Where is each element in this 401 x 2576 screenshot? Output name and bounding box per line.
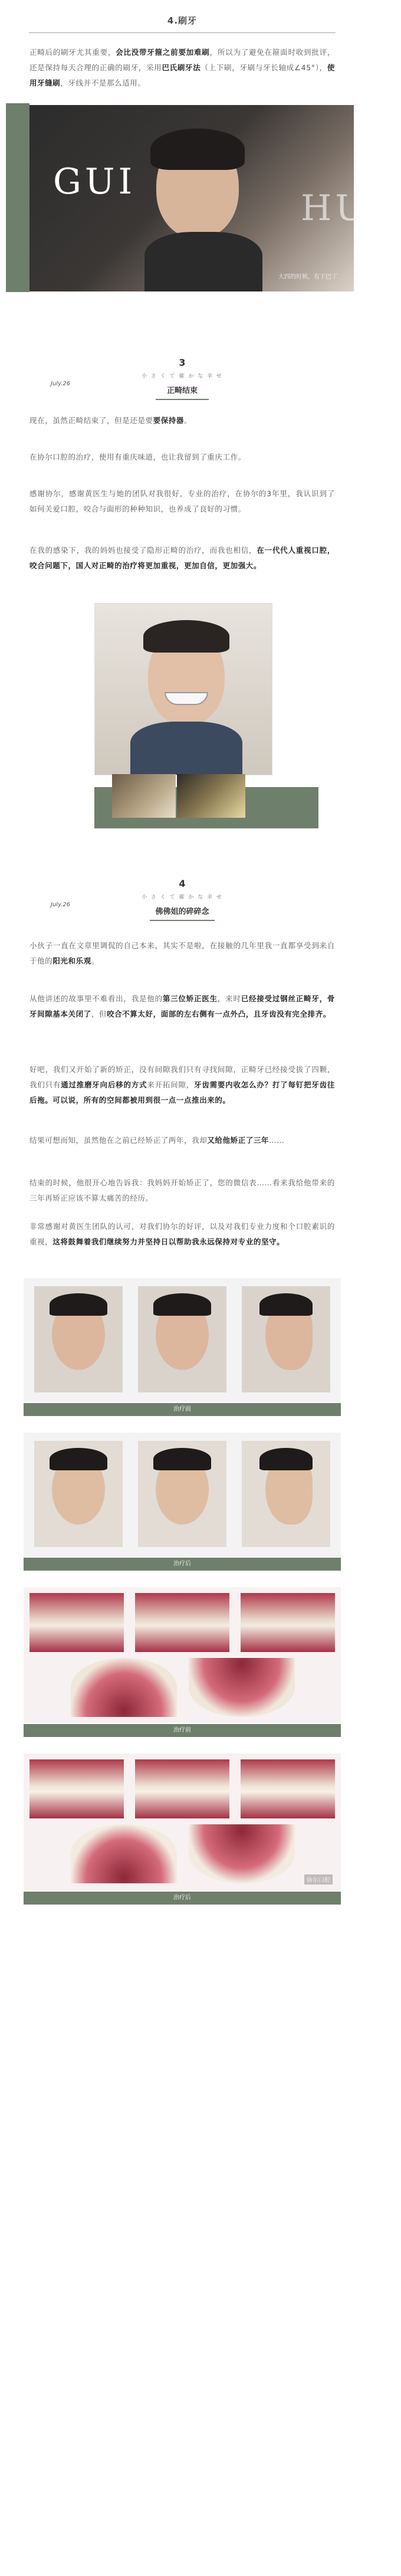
body-text: ，牙线并不是那么适用。: [60, 78, 146, 87]
body-text: ，所以为了避免在箍面时收到批评，还是保持每天合理的正确的刷牙，采用: [29, 48, 335, 72]
face-smile-post: [138, 1441, 226, 1547]
teeth-lower-arch: [189, 1658, 295, 1717]
portrait-photo: [29, 105, 401, 291]
caption-pre-face: 治疗前: [24, 1403, 341, 1416]
para-retainer: [29, 413, 335, 428]
section-number: 3: [179, 357, 186, 368]
body-text: 正畸后的刷牙尤其重要，: [29, 48, 116, 57]
heading-underline: [150, 920, 215, 921]
teeth-photos-pre: [24, 1587, 341, 1723]
body-text: 来开拓间隙，: [147, 1080, 195, 1089]
clinic-photo-2: [177, 774, 245, 818]
heading-underline: [156, 399, 209, 400]
emphasis-text: 。可以说，所有的空间都被用到很一点一点推出来的。: [45, 1096, 231, 1105]
section-brushing-title: [0, 14, 364, 33]
teeth-left: [241, 1593, 335, 1652]
body-text: 好吧，我们又开始了新的矫正，没有间隙我们只有寻找间隙，正畸牙已经接受拔了四颗，我们只有: [29, 1065, 335, 1089]
emphasis-text: 使用牙缝刷: [29, 63, 335, 87]
clinic-photo-1: [112, 774, 176, 818]
photo-overlay-text-2: HUO: [301, 188, 401, 229]
teeth-upper-arch: [71, 1658, 177, 1717]
emphasis-text: 巴氏刷牙法: [162, 63, 201, 72]
body-text: ，来时: [217, 994, 241, 1003]
para-third-doctor: [29, 991, 335, 1022]
para-mother-start: 结束的时候，他很开心地告诉我：我妈妈开始矫正了，您的微信表……看来我给他带来的三年再矫正应该不算太痛苦的经历。: [29, 1178, 335, 1202]
face-profile: [242, 1286, 330, 1392]
braces-smile: [165, 692, 208, 705]
emphasis-text: 阳光和乐观: [52, 956, 91, 965]
body-text: 在我的感染下，我的妈妈也接受了隐形正畸的治疗，而我也相信，: [29, 546, 257, 555]
section-3-header: [0, 357, 364, 400]
para-gratitude: [29, 1219, 335, 1250]
section-title: 4.刷牙: [167, 15, 198, 26]
face-front: [34, 1286, 123, 1392]
selfie-shirt: [130, 722, 242, 775]
emphasis-text: 要保持器: [153, 416, 185, 425]
face-photos-post: [24, 1433, 341, 1556]
decor-green-block-left: [6, 103, 29, 292]
face-smile: [138, 1286, 226, 1392]
watermark: 协尔口腔: [304, 1874, 333, 1885]
teeth-front-post: [135, 1759, 229, 1818]
face-profile-post: [242, 1441, 330, 1547]
teeth-right: [29, 1593, 124, 1652]
teeth-lower-arch-post: [189, 1824, 295, 1883]
para-thanks: 感谢协尔，感谢黄医生与她的团队对我很好，专业的治疗，在协尔的3年里，我认识到了如何关爱口腔，咬合与面形的种种知识，也养成了良好的习惯。: [29, 489, 335, 513]
body-text: 。: [91, 956, 99, 965]
caption-post-teeth: 治疗后: [24, 1892, 341, 1905]
teeth-photos-post: [24, 1754, 341, 1890]
selfie-hair: [143, 620, 229, 653]
section-heading: 佛佛姐的碎碎念: [155, 907, 209, 916]
emphasis-text: 这将鼓舞着我们继续努力并坚持日以帮助我永远保持对专业的坚守。: [52, 1237, 285, 1246]
body-text: 。: [184, 416, 192, 425]
body-text: （上下刷，牙刷与牙长轴成∠45°），: [200, 63, 327, 72]
emphasis-text: 咬合不算太好，面部的左右侧有一点外凸，且牙齿没有完全排齐。: [107, 1010, 331, 1018]
body-text: 小伙子一直在文章里调侃的自己本来，其实不是啦，在接触的几年里我一直都享受到来自于他的: [29, 941, 335, 965]
section-subtitle: 小 さ く て 確 か な 幸 せ: [142, 894, 223, 900]
section-number: 4: [179, 878, 186, 889]
hair-shape: [150, 129, 245, 170]
teeth-upper-arch-post: [71, 1824, 177, 1883]
section-date: July.26: [51, 902, 71, 908]
section-heading: 正畸结束: [166, 386, 198, 395]
caption-post-face: 治疗后: [24, 1558, 341, 1571]
para-mother: [29, 543, 335, 573]
selfie-photo: [94, 603, 272, 775]
emphasis-text: 又给他矫正了三年: [207, 1136, 269, 1145]
brushing-paragraph: [29, 45, 335, 91]
body-text: ……: [269, 1136, 285, 1145]
emphasis-text: 通过推磨牙向后移的方式: [61, 1080, 147, 1089]
body-text: 从他讲述的故事里不难看出，我是他的: [29, 994, 163, 1003]
body-text: ，但: [91, 1010, 107, 1018]
body-text: 结果可想而知，虽然他在之前已经矫正了两年，我却: [29, 1136, 208, 1145]
section-4-header: [0, 878, 364, 921]
photo-caption: 大四的时候，有下巴了: [278, 274, 337, 280]
title-divider: [29, 32, 336, 33]
face-photos-pre: [24, 1278, 341, 1402]
teeth-front: [135, 1593, 229, 1652]
para-new-treatment: [29, 1062, 335, 1108]
body-text: 非常感谢对黄医生团队的认可，对我们协尔的好评，以及对我们专业力度和个口腔素识的重视，: [29, 1222, 335, 1246]
caption-pre-teeth: 治疗前: [24, 1724, 341, 1737]
emphasis-text: 会比没带牙箍之前要加难刷: [116, 48, 210, 57]
emphasis-text: 牙齿需要内收怎么办？打了每钉把牙齿往后拖: [29, 1080, 335, 1105]
shirt-shape: [144, 232, 262, 291]
teeth-left-post: [241, 1759, 335, 1818]
teeth-right-post: [29, 1759, 124, 1818]
emphasis-text: 在一代代人重视口腔，咬合问题下，国人对正畸的治疗将更加重视，更加自信，更加强大。: [29, 546, 335, 570]
emphasis-text: 已经接受过钢丝正畸牙，骨牙间隙基本关闭了: [29, 994, 335, 1018]
para-sunny: [29, 938, 335, 969]
emphasis-text: 第三位矫正医生: [162, 994, 218, 1003]
face-front-post: [34, 1441, 123, 1547]
para-chongqing: 在协尔口腔的治疗，使用有重庆味道，也让我留到了重庆工作。: [29, 453, 246, 461]
photo-overlay-text: GUI: [53, 161, 136, 202]
para-three-years: [29, 1133, 335, 1148]
body-text: 现在，虽然正畸结束了，但是还是要: [29, 416, 153, 425]
section-date: July.26: [51, 381, 71, 387]
section-subtitle: 小 さ く て 確 か な 幸 せ: [142, 373, 223, 379]
